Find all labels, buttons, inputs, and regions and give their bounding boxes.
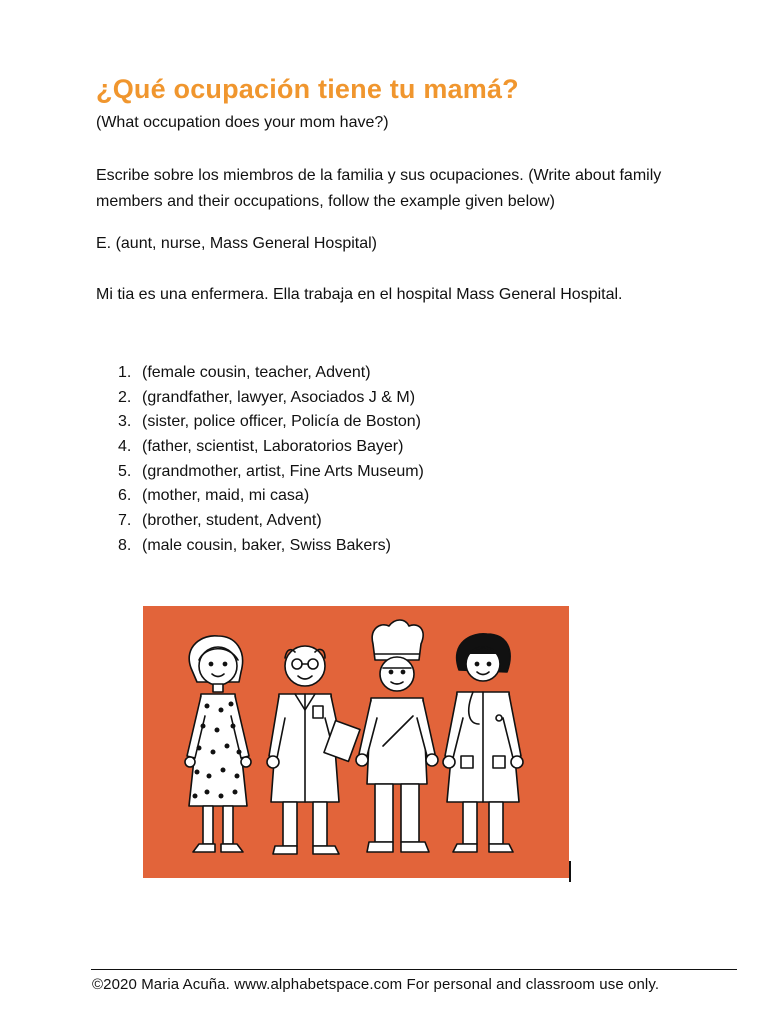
instructions: Escribe sobre los miembros de la familia y sus ocupaciones. (Write about family members and their occupations, follow the example given below) [96, 167, 662, 210]
stray-mark [569, 861, 571, 882]
occupations-illustration-svg [143, 606, 569, 878]
list-item [118, 361, 424, 386]
list-item [118, 484, 424, 509]
item-number: 4. [118, 438, 132, 456]
example-sentence: Mi tia es una enfermera. Ella trabaja en el hospital Mass General Hospital. [96, 286, 623, 303]
item-number: 2. [118, 388, 132, 406]
item-number: 3. [118, 413, 132, 431]
item-text: (mother, maid, mi casa) [142, 487, 310, 505]
item-number: 8. [118, 536, 132, 554]
doctor-with-clipboard-figure [267, 646, 360, 854]
list-item [118, 509, 424, 534]
item-text: (grandmother, artist, Fine Arts Museum) [142, 462, 424, 480]
footer-copyright: ©2020 Maria Acuña. www.alphabetspace.com For personal and classroom use only. [92, 976, 660, 993]
item-text: (brother, student, Advent) [142, 512, 322, 530]
item-number: 1. [118, 364, 132, 381]
female-doctor-figure [443, 634, 523, 852]
page-title: ¿Qué ocupación tiene tu mamá? [96, 74, 519, 104]
item-text: (grandfather, lawyer, Asociados J & M) [142, 388, 416, 406]
woman-in-dress-figure [185, 636, 251, 852]
item-text: (father, scientist, Laboratorios Bayer) [142, 438, 404, 456]
item-number: 7. [118, 512, 132, 530]
item-number: 5. [118, 462, 132, 480]
footer-divider [91, 969, 737, 970]
chef-figure [356, 620, 438, 852]
example-prompt: E. (aunt, nurse, Mass General Hospital) [96, 235, 378, 252]
exercise-list [118, 361, 424, 559]
item-text: (sister, police officer, Policía de Boston) [142, 413, 421, 431]
item-text: (male cousin, baker, Swiss Bakers) [142, 536, 391, 554]
list-item [118, 435, 424, 460]
item-number: 6. [118, 487, 132, 505]
list-item [118, 410, 424, 435]
item-text: (female cousin, teacher, Advent) [142, 364, 371, 381]
list-item [118, 534, 424, 559]
occupations-illustration [143, 606, 569, 878]
list-item [118, 386, 424, 411]
list-item [118, 460, 424, 485]
page-subtitle: (What occupation does your mom have?) [96, 114, 389, 131]
